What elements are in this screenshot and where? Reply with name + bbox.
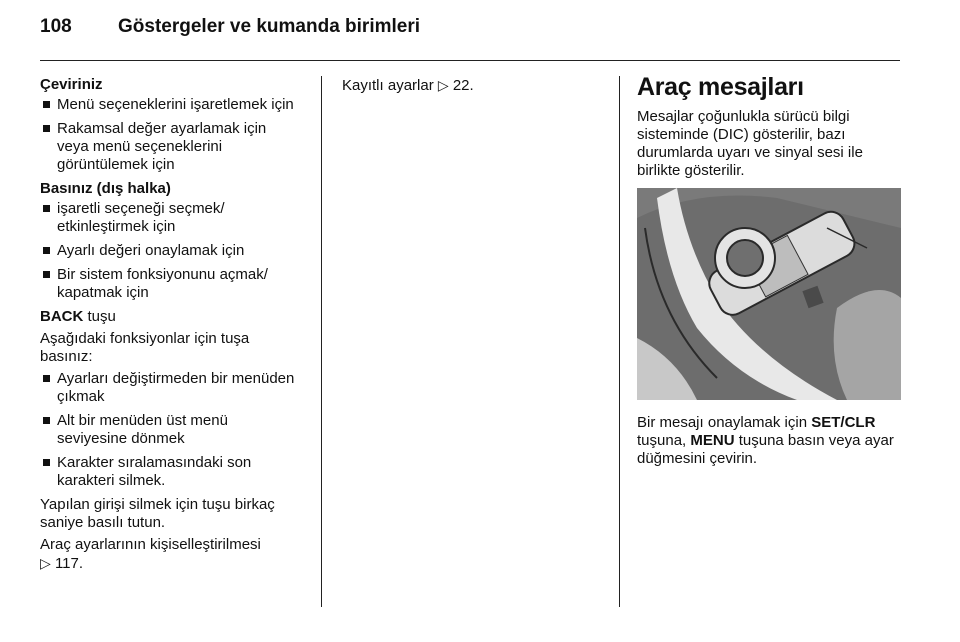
confirm-paragraph: Bir mesajı onaylamak için SET/CLR tuşuna, MENU tuşuna basın veya ayar düğmesini çevirin. <box>637 414 894 467</box>
square-bullet-icon <box>43 459 50 466</box>
list-item: Ayarları değiştirmeden bir menüden çıkmak <box>40 370 302 406</box>
list-item: Alt bir menüden üst menü seviyesine dönmek <box>40 412 302 448</box>
square-bullet-icon <box>43 101 50 108</box>
back-intro: Aşağıdaki fonksiyonlar için tuşa basınız: <box>40 330 250 365</box>
reference-arrow-icon: ▷ <box>40 555 51 571</box>
list-item: Karakter sıralamasındaki son karakteri silmek. <box>40 454 302 490</box>
intro-paragraph: Mesajlar çoğunlukla sürücü bilgi sisteminde (DIC) gösterilir, bazı durumlarda uyarı ve sinyal sesi ile birlikte gösterilir. <box>637 108 863 179</box>
turn-heading: Çeviriniz <box>40 76 103 93</box>
square-bullet-icon <box>43 417 50 424</box>
list-item: Bir sistem fonksiyonunu açmak/ kapatmak için <box>40 266 302 302</box>
personalize-page-ref[interactable]: 117. <box>54 555 84 572</box>
press-list <box>40 200 302 302</box>
column-2 <box>342 76 604 99</box>
back-key-label: BACK <box>40 308 84 325</box>
list-item: işaretli seçeneği seçmek/ etkinleştirmek için <box>40 200 302 236</box>
square-bullet-icon <box>43 271 50 278</box>
menu-key-label: MENU <box>690 432 735 449</box>
page-header <box>40 14 900 50</box>
press-heading: Basınız (dış halka) <box>40 180 171 197</box>
column-divider-2 <box>619 76 620 607</box>
page-number: 108 <box>40 16 72 37</box>
square-bullet-icon <box>43 247 50 254</box>
square-bullet-icon <box>43 205 50 212</box>
saved-settings-paragraph: Kayıtlı ayarlar ▷ 22. <box>342 77 474 94</box>
column-divider-1 <box>321 76 322 607</box>
list-item: Ayarlı değeri onaylamak için <box>40 242 302 260</box>
back-key-heading: BACK tuşu <box>40 308 116 325</box>
hold-paragraph: Yapılan girişi silmek için tuşu birkaç saniye basılı tutun. <box>40 496 275 531</box>
list-item: Menü seçeneklerini işaretlemek için <box>40 96 302 114</box>
steering-column-lever-figure <box>637 188 901 400</box>
page-title: Göstergeler ve kumanda birimleri <box>118 16 421 37</box>
reference-arrow-icon: ▷ <box>437 77 449 93</box>
column-1 <box>40 76 302 577</box>
section-heading: Araç mesajları <box>637 73 804 101</box>
back-list <box>40 370 302 490</box>
square-bullet-icon <box>43 125 50 132</box>
square-bullet-icon <box>43 375 50 382</box>
list-item: Rakamsal değer ayarlamak için veya menü seçeneklerini görüntülemek için <box>40 120 302 174</box>
setclr-key-label: SET/CLR <box>811 414 876 431</box>
header-divider <box>40 60 900 61</box>
turn-list <box>40 96 302 174</box>
saved-settings-page-ref[interactable]: 22. <box>452 77 474 94</box>
personalize-paragraph: Araç ayarlarının kişiselleştirilmesi ▷ 117. <box>40 536 261 572</box>
column-3 <box>637 73 905 472</box>
